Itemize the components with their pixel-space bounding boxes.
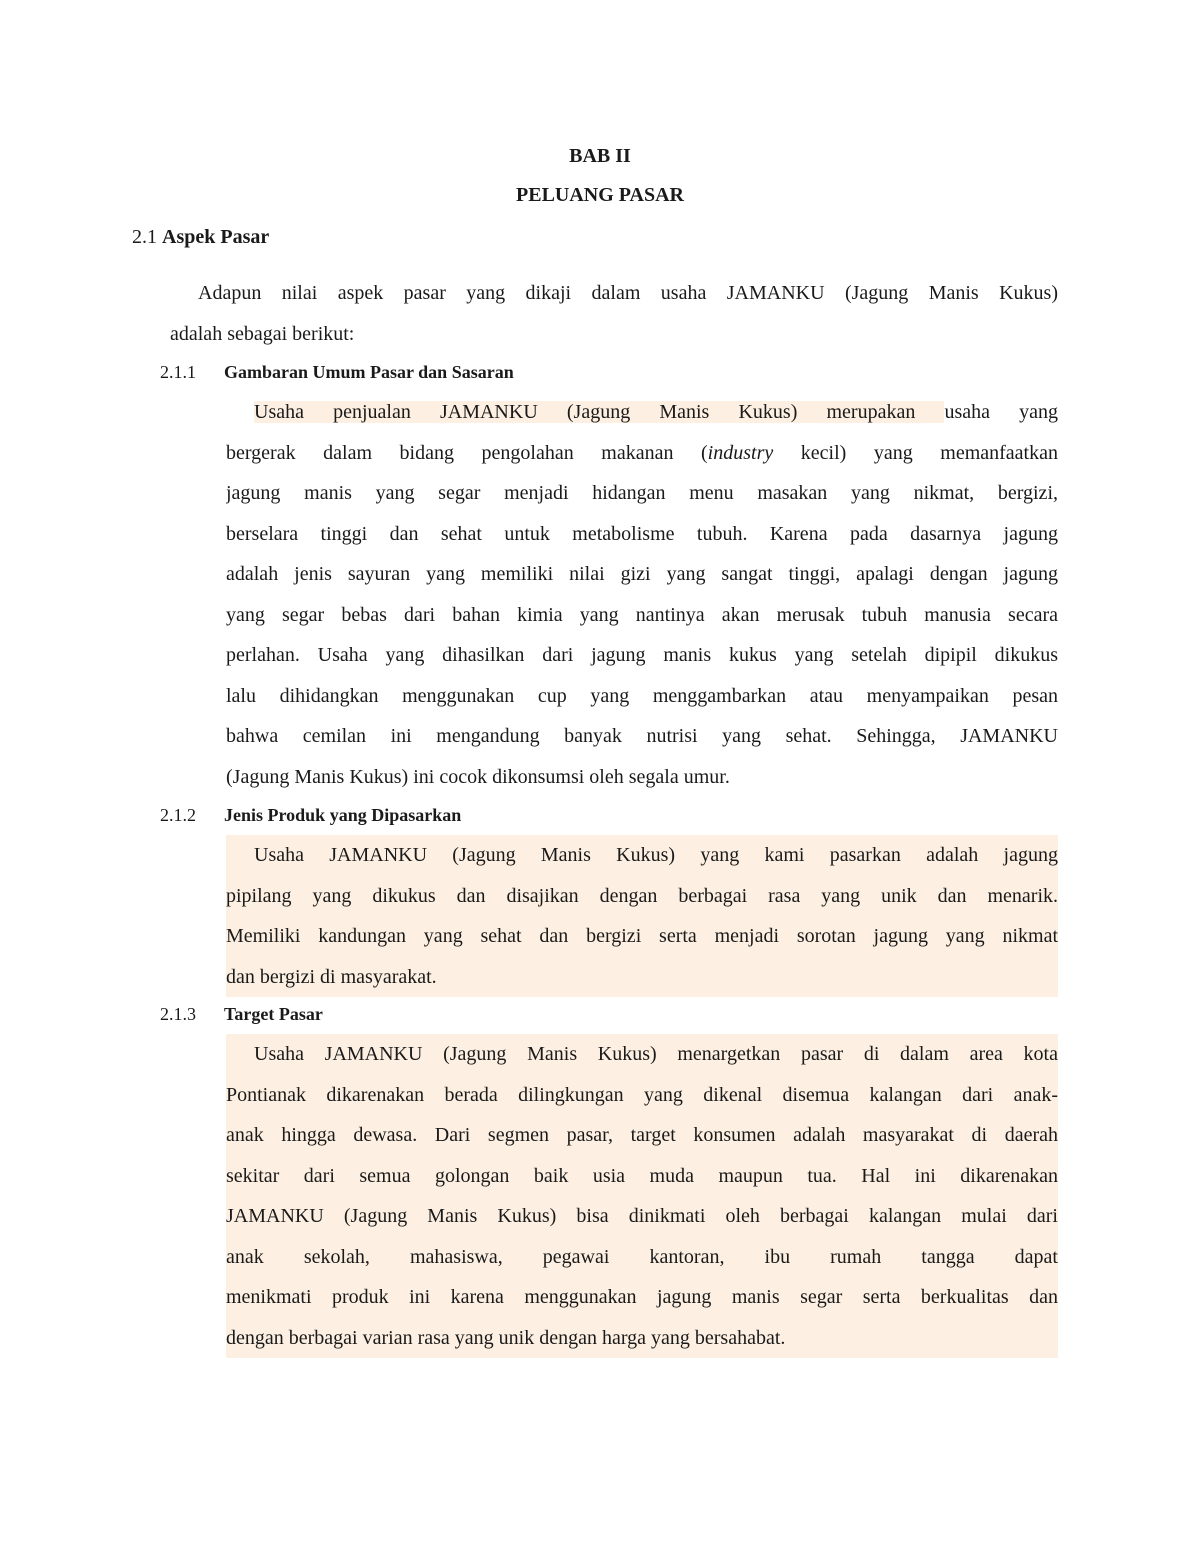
subsection-paragraph-3 [226, 1034, 1058, 1358]
paragraph-line: JAMANKU (Jagung Manis Kukus) bisa dinikmati oleh berbagai kalangan mulai dari [226, 1205, 1058, 1227]
chapter-title: PELUANG PASAR [516, 184, 684, 206]
intro-line-1: Adapun nilai aspek pasar yang dikaji dalam usaha JAMANKU (Jagung Manis Kukus) [198, 282, 1058, 304]
paragraph-line: bahwa cemilan ini mengandung banyak nutrisi yang sehat. Sehingga, JAMANKU [226, 725, 1058, 747]
paragraph-line: yang segar bebas dari bahan kimia yang nantinya akan merusak tubuh manusia secara [226, 603, 1058, 626]
subsection-paragraph-2 [226, 835, 1058, 997]
subsection-heading-1 [160, 362, 514, 383]
subsection-title: Target Pasar [224, 1004, 323, 1024]
paragraph-line: menikmati produk ini karena menggunakan jagung manis segar serta berkualitas dan [226, 1286, 1058, 1308]
paragraph-line: adalah jenis sayuran yang memiliki nilai gizi yang sangat tinggi, apalagi dengan jagung [226, 563, 1058, 585]
paragraph-line: sekitar dari semua golongan baik usia muda maupun tua. Hal ini dikarenakan [226, 1164, 1058, 1187]
paragraph-line: anak hingga dewasa. Dari segmen pasar, target konsumen adalah masyarakat di daerah [226, 1124, 1058, 1146]
highlighted-text: Usaha penjualan JAMANKU (Jagung Manis Kukus) merupakan [254, 401, 945, 423]
italic-term: industry [707, 441, 774, 464]
section-title: Aspek Pasar [162, 226, 270, 248]
section-heading [132, 226, 269, 249]
subsection-number: 2.1.1 [160, 362, 196, 382]
paragraph-line: Usaha JAMANKU (Jagung Manis Kukus) menargetkan pasar di dalam area kota [254, 1043, 1058, 1065]
subsection-heading-3 [160, 1004, 323, 1025]
intro-line-2: adalah sebagai berikut: [170, 322, 355, 345]
subsection-paragraph-1 [226, 392, 1058, 797]
paragraph-line: berselara tinggi dan sehat untuk metabolisme tubuh. Karena pada dasarnya jagung [226, 522, 1058, 545]
paragraph-line: dengan berbagai varian rasa yang unik dengan harga yang bersahabat. [226, 1326, 786, 1349]
section-number: 2.1 [132, 226, 157, 248]
subsection-number: 2.1.2 [160, 805, 196, 825]
subsection-number: 2.1.3 [160, 1004, 196, 1024]
paragraph-line: lalu dihidangkan menggunakan cup yang menggambarkan atau menyampaikan pesan [226, 684, 1058, 707]
paragraph-line: bergerak dalam bidang pengolahan makanan (industry kecil) yang memanfaatkan [226, 441, 1058, 464]
paragraph-line: pipilang yang dikukus dan disajikan dengan berbagai rasa yang unik dan menarik. [226, 884, 1058, 907]
chapter-label: BAB II [569, 145, 631, 167]
paragraph-line: anak sekolah, mahasiswa, pegawai kantoran, ibu rumah tangga dapat [226, 1245, 1058, 1268]
paragraph-line: Usaha JAMANKU (Jagung Manis Kukus) yang kami pasarkan adalah jagung [254, 844, 1058, 866]
paragraph-line: Memiliki kandungan yang sehat dan bergizi serta menjadi sorotan jagung yang nikmat [226, 925, 1058, 947]
intro-paragraph [170, 273, 1058, 354]
subsection-title: Jenis Produk yang Dipasarkan [224, 805, 462, 825]
paragraph-line: Usaha penjualan JAMANKU (Jagung Manis Kukus) merupakan usaha yang [254, 401, 1058, 423]
paragraph-line: Pontianak dikarenakan berada dilingkungan yang dikenal disemua kalangan dari anak- [226, 1083, 1058, 1106]
paragraph-line: (Jagung Manis Kukus) ini cocok dikonsumsi oleh segala umur. [226, 765, 730, 788]
subsection-title: Gambaran Umum Pasar dan Sasaran [224, 362, 514, 382]
subsection-heading-2 [160, 805, 461, 826]
paragraph-line: dan bergizi di masyarakat. [226, 965, 437, 988]
paragraph-line: perlahan. Usaha yang dihasilkan dari jagung manis kukus yang setelah dipipil dikukus [226, 644, 1058, 666]
paragraph-line: jagung manis yang segar menjadi hidangan menu masakan yang nikmat, bergizi, [226, 482, 1058, 504]
